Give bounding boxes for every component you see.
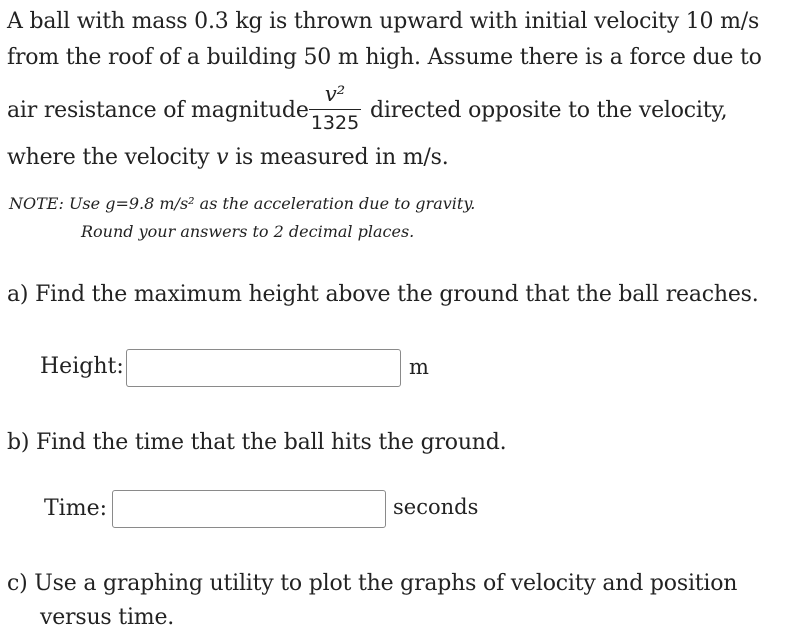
problem-line-3-post: directed opposite to the velocity, — [370, 98, 728, 123]
note-line-2: Round your answers to 2 decimal places. — [81, 222, 415, 241]
problem-line-4 — [7, 144, 449, 172]
problem-line-1: A ball with mass 0.3 kg is thrown upward with initial velocity 10 m/s — [7, 9, 760, 34]
problem-line-4-pre: where the velocity — [7, 145, 210, 170]
part-c-line-1: c) Use a graphing utility to plot the graphs of velocity and position — [7, 571, 738, 596]
time-unit: seconds — [393, 495, 479, 519]
velocity-variable: v — [216, 145, 229, 170]
fraction-denominator: 1325 — [310, 112, 360, 134]
time-input[interactable] — [112, 490, 386, 528]
note-line-1: NOTE: Use g=9.8 m/s² as the acceleration due to gravity. — [9, 194, 476, 213]
part-a-question: a) Find the maximum height above the ground that the ball reaches. — [7, 282, 759, 307]
problem-line-4-post: is measured in m/s. — [235, 145, 449, 170]
fraction-numerator: v² — [324, 82, 346, 106]
problem-line-2: from the roof of a building 50 m high. Assume there is a force due to — [7, 45, 762, 70]
height-label: Height: — [40, 354, 124, 379]
problem-line-3-pre: air resistance of magnitude — [7, 98, 309, 123]
part-b-question: b) Find the time that the ball hits the ground. — [7, 430, 507, 455]
time-label: Time: — [44, 496, 108, 521]
height-unit: m — [409, 355, 429, 379]
part-c-line-2: versus time. — [40, 605, 175, 630]
height-input[interactable] — [126, 349, 401, 387]
